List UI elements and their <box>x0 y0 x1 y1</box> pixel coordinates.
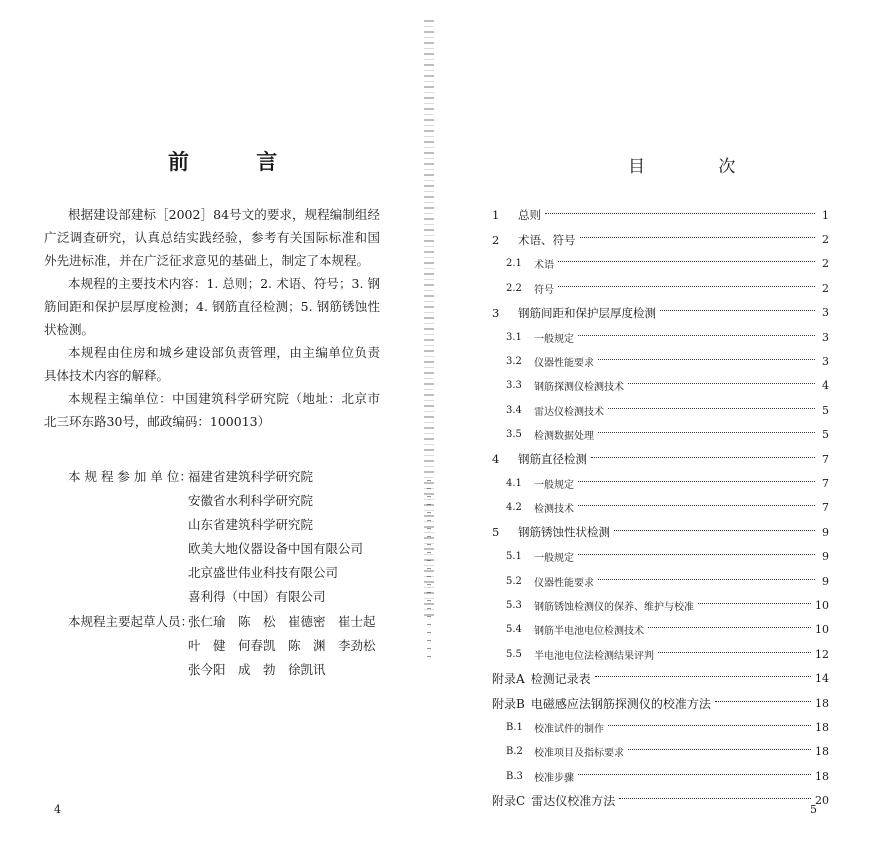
toc-entry-label: 钢筋探测仪检测技术 <box>534 382 624 394</box>
toc-entry-number: 3.1 <box>506 331 522 343</box>
toc-entry <box>492 764 829 788</box>
toc-leader-dots <box>545 213 815 214</box>
toc-entry-page: 14 <box>815 672 829 686</box>
toc-leader-dots <box>628 383 815 384</box>
toc-leader-dots <box>578 774 811 775</box>
page-number: 5 <box>810 803 817 816</box>
toc-entry <box>492 642 829 666</box>
toc-entry-page: 7 <box>822 476 829 490</box>
toc-entry <box>492 715 829 739</box>
toc-entry-number: 5.5 <box>506 648 522 660</box>
toc-entry-page: 3 <box>822 306 829 320</box>
toc-entry <box>492 227 829 251</box>
toc-entry-number: 2.2 <box>506 282 522 294</box>
toc-entry-page: 20 <box>815 794 829 808</box>
toc-entry-page: 9 <box>822 574 829 588</box>
toc-entry-page: 2 <box>822 233 829 247</box>
toc-leader-dots <box>578 481 815 482</box>
toc-entry <box>492 544 829 568</box>
drafters-line: 张今阳 成 勃 徐凯讯 <box>188 662 326 677</box>
toc-entry-page: 10 <box>815 598 829 612</box>
toc-entry-page: 18 <box>815 769 829 783</box>
toc-entry-number: 3.3 <box>506 380 522 392</box>
participant-unit: 福建省建筑科学研究院 <box>188 469 314 484</box>
left-page <box>0 0 430 842</box>
toc-entry-label: 校准项目及指标要求 <box>534 748 624 760</box>
participant-unit: 山东省建筑科学研究院 <box>188 517 314 532</box>
toc-entry-label: 检测记录表 <box>530 672 591 687</box>
toc-entry-label: 一般规定 <box>534 333 574 345</box>
toc-entry <box>492 325 829 349</box>
toc-entry-page: 18 <box>815 696 829 710</box>
toc-entry <box>492 349 829 373</box>
toc-entry-number: 4 <box>492 452 500 467</box>
toc-entry-number: 附录A <box>492 672 525 687</box>
toc-leader-dots <box>598 579 815 580</box>
toc-entry-number: 2.1 <box>506 258 522 270</box>
toc-entry-page: 2 <box>822 281 829 295</box>
toc-entry <box>492 276 829 300</box>
toc-leader-dots <box>558 261 815 262</box>
toc-entry <box>492 301 829 325</box>
toc-leader-dots <box>608 725 811 726</box>
toc-leader-dots <box>715 701 811 702</box>
toc-entry-number: 2 <box>492 232 500 247</box>
toc-leader-dots <box>578 505 815 506</box>
toc-entry <box>492 447 829 471</box>
toc-leader-dots <box>660 310 815 311</box>
toc-entry-number: 附录C <box>492 794 526 809</box>
toc-leader-dots <box>598 432 815 433</box>
preface-paragraph: 本规程由住房和城乡建设部负责管理，由主编单位负责具体技术内容的解释。 <box>44 345 380 383</box>
drafters-label: 本规程主要起草人员： <box>68 614 194 629</box>
toc-entry <box>492 496 829 520</box>
toc-entry-page: 9 <box>822 525 829 539</box>
toc-entry-page: 7 <box>822 501 829 515</box>
toc-title: 目 次 <box>628 157 770 177</box>
participant-unit: 北京盛世伟业科技有限公司 <box>188 565 339 580</box>
toc-entry <box>492 471 829 495</box>
preface-title: 前 言 <box>168 149 308 174</box>
toc-entry <box>492 740 829 764</box>
toc-entry-number: 3.4 <box>506 404 522 416</box>
toc-entry <box>492 618 829 642</box>
toc-entry-number: B.2 <box>506 746 523 758</box>
toc-entry-page: 3 <box>822 355 829 369</box>
toc-entry-number: 5.4 <box>506 624 522 636</box>
toc-leader-dots <box>591 457 815 458</box>
toc-leader-dots <box>614 530 815 531</box>
toc-entry-label: 钢筋直径检测 <box>518 452 587 467</box>
toc-entry-label: 术语 <box>534 260 554 272</box>
toc-entry <box>492 788 829 812</box>
toc-entry-page: 5 <box>822 428 829 442</box>
toc-leader-dots <box>595 676 811 677</box>
toc-entry-label: 检测数据处理 <box>534 431 594 443</box>
toc-entry-label: 仪器性能要求 <box>534 358 594 370</box>
participant-unit: 喜利得（中国）有限公司 <box>188 589 326 604</box>
toc-leader-dots <box>619 798 811 799</box>
toc-entry-page: 18 <box>815 720 829 734</box>
toc-entry-number: B.3 <box>506 770 523 782</box>
participant-unit: 安徽省水利科学研究院 <box>188 493 314 508</box>
toc-entry-page: 7 <box>822 452 829 466</box>
toc-entry <box>492 666 829 690</box>
toc-entry-page: 12 <box>815 647 829 661</box>
toc-entry-number: 5.3 <box>506 599 522 611</box>
toc-entry-label: 术语、符号 <box>518 232 576 247</box>
toc-entry-label: 一般规定 <box>534 479 574 491</box>
toc-entry <box>492 691 829 715</box>
toc-entry-label: 一般规定 <box>534 553 574 565</box>
toc-leader-dots <box>608 408 815 409</box>
drafters-line: 张仁瑜 陈 松 崔德密 崔士起 <box>188 614 376 629</box>
toc-entry-number: 3.5 <box>506 429 522 441</box>
toc-entry-number: 5 <box>492 525 500 540</box>
toc-entry <box>492 398 829 422</box>
toc-entry-page: 2 <box>822 257 829 271</box>
toc-entry-page: 9 <box>822 550 829 564</box>
toc-entry <box>492 203 829 227</box>
toc-entry-label: 钢筋锈蚀性状检测 <box>518 525 610 540</box>
toc-leader-dots <box>578 335 815 336</box>
preface-paragraph: 本规程的主要技术内容：1. 总则；2. 术语、符号；3. 钢筋间距和保护层厚度检测；4. 钢筋直径检测；5. 钢筋锈蚀性状检测。 <box>44 276 380 337</box>
toc-entry-label: 半电池电位法检测结果评判 <box>534 650 654 662</box>
toc-entry-number: 5.1 <box>506 551 522 563</box>
toc-leader-dots <box>658 652 811 653</box>
toc-entry-number: 附录B <box>492 696 525 711</box>
toc-leader-dots <box>578 554 815 555</box>
preface-paragraph: 本规程主编单位：中国建筑科学研究院（地址：北京市北三环东路30号，邮政编码：100013） <box>44 391 380 429</box>
toc-entry-page: 5 <box>822 403 829 417</box>
toc-entry-label: 校准步骤 <box>534 772 574 784</box>
toc-entry-label: 电磁感应法钢筋探测仪的校准方法 <box>530 696 711 711</box>
toc-entry <box>492 593 829 617</box>
toc-leader-dots <box>558 286 815 287</box>
toc-entry-number: 4.2 <box>506 502 522 514</box>
toc-entry-number: 5.2 <box>506 575 522 587</box>
toc-entry-label: 仪器性能要求 <box>534 577 594 589</box>
toc-entry-label: 雷达仪检测技术 <box>534 406 604 418</box>
toc-entry <box>492 569 829 593</box>
toc-entry-label: 钢筋半电池电位检测技术 <box>534 626 644 638</box>
toc-entry <box>492 374 829 398</box>
toc-entry-label: 检测技术 <box>534 504 574 516</box>
page-number: 4 <box>54 803 61 816</box>
toc-entry-number: 1 <box>492 208 500 223</box>
toc-entry <box>492 423 829 447</box>
toc-leader-dots <box>698 603 811 604</box>
preface-paragraph: 根据建设部建标［2002］84号文的要求，规程编制组经广泛调查研究，认真总结实践经验，参考有关国际标准和国外先进标准，并在广泛征求意见的基础上，制定了本规程。 <box>44 207 380 268</box>
book-gutter <box>427 480 431 660</box>
participant-unit: 欧美大地仪器设备中国有限公司 <box>188 541 364 556</box>
toc-entry-label: 雷达仪校准方法 <box>531 794 616 809</box>
toc-entry-number: 3.2 <box>506 356 522 368</box>
table-of-contents <box>492 203 829 813</box>
toc-leader-dots <box>648 627 811 628</box>
toc-entry <box>492 252 829 276</box>
toc-entry-page: 10 <box>815 623 829 637</box>
toc-leader-dots <box>628 749 811 750</box>
toc-leader-dots <box>580 237 816 238</box>
toc-entry <box>492 520 829 544</box>
toc-entry-page: 3 <box>822 330 829 344</box>
toc-entry-label: 符号 <box>534 284 554 296</box>
toc-entry-number: B.1 <box>506 721 523 733</box>
toc-entry-label: 总则 <box>518 208 541 223</box>
participants-label: 本 规 程 参 加 单 位： <box>68 469 192 484</box>
toc-entry-number: 4.1 <box>506 477 522 489</box>
toc-entry-number: 3 <box>492 305 500 320</box>
toc-leader-dots <box>598 359 815 360</box>
toc-entry-label: 校准试件的制作 <box>534 723 604 735</box>
toc-entry-page: 1 <box>822 208 829 222</box>
toc-entry-page: 4 <box>822 379 829 393</box>
drafters-line: 叶 健 何春凯 陈 渊 李劲松 <box>188 638 376 653</box>
toc-entry-label: 钢筋锈蚀检测仪的保养、维护与校准 <box>534 601 694 613</box>
toc-entry-page: 18 <box>815 745 829 759</box>
toc-entry-label: 钢筋间距和保护层厚度检测 <box>518 305 656 320</box>
